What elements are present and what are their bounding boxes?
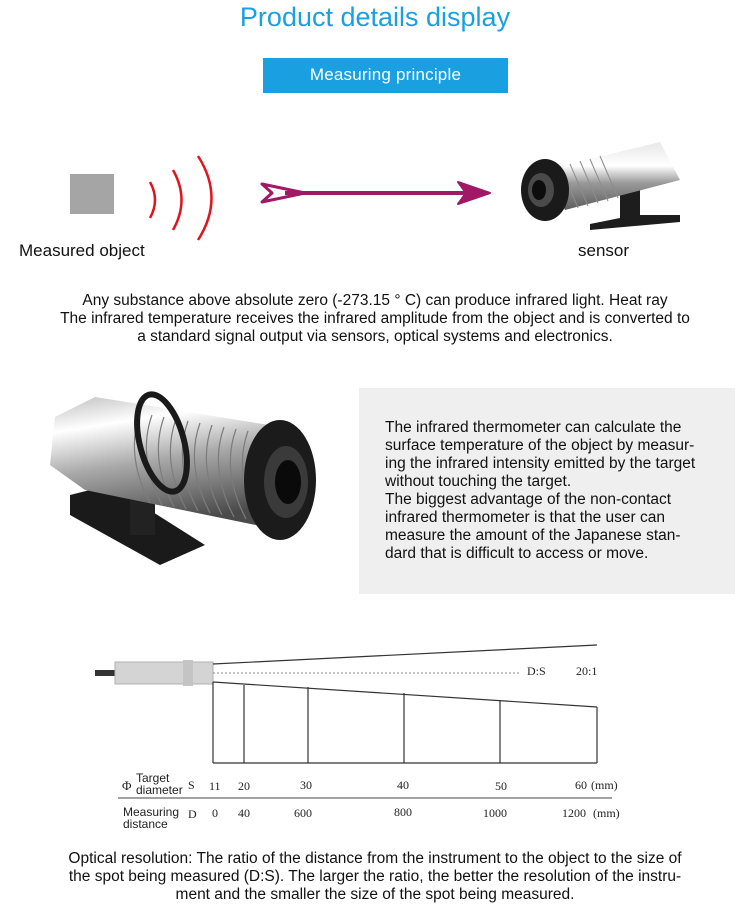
sensor-label: sensor bbox=[578, 241, 630, 260]
resolution-paragraph bbox=[0, 850, 750, 904]
sensor-product-image bbox=[30, 385, 340, 575]
page-title: Product details display bbox=[239, 2, 511, 32]
principle-line: Any substance above absolute zero (-273.15 ° C) can produce infrared light. Heat ray bbox=[82, 292, 668, 309]
info-line: surface temperature of the object by measur- bbox=[385, 437, 695, 454]
instrument-cable bbox=[95, 670, 117, 676]
section-label: Measuring principle bbox=[263, 58, 508, 93]
info-line: ing the infrared intensity emitted by the target bbox=[385, 455, 696, 472]
info-line: measure the amount of the Japanese stan- bbox=[385, 527, 681, 544]
resolution-line: Optical resolution: The ratio of the distance from the instrument to the object to the size of bbox=[68, 850, 682, 867]
ratio-label: D:S bbox=[527, 664, 546, 678]
resolution-line: ment and the smaller the size of the spot being measured. bbox=[175, 886, 575, 903]
info-line: The infrared thermometer can calculate the bbox=[385, 419, 682, 436]
target-unit: (mm) bbox=[591, 778, 618, 792]
measured-object-square bbox=[70, 174, 114, 214]
distance-value: 40 bbox=[238, 806, 250, 820]
target-value: 60 bbox=[575, 778, 587, 792]
optical-resolution-diagram bbox=[0, 630, 750, 845]
distance-value: 600 bbox=[294, 806, 312, 820]
resolution-line: the spot being measured (D:S). The larger the ratio, the better the resolution of the instru- bbox=[68, 868, 682, 885]
distance-value: 0 bbox=[212, 806, 218, 820]
target-value: 50 bbox=[495, 779, 507, 793]
measured-object-label: Measured object bbox=[19, 241, 145, 260]
target-value: 11 bbox=[209, 779, 221, 793]
transmission-arrow bbox=[262, 182, 490, 204]
target-value: 30 bbox=[300, 778, 312, 792]
beam-lower-edge bbox=[213, 682, 597, 707]
principle-line: a standard signal output via sensors, optical systems and electronics. bbox=[137, 328, 613, 345]
infrared-wave-medium bbox=[173, 170, 182, 230]
diameter-symbol: Φ bbox=[122, 778, 132, 793]
info-line: without touching the target. bbox=[385, 473, 572, 490]
distance-value: 800 bbox=[394, 805, 412, 819]
measuring-distance-label bbox=[123, 806, 179, 830]
principle-paragraph bbox=[0, 292, 750, 346]
target-letter: S bbox=[188, 778, 195, 792]
target-value: 20 bbox=[238, 779, 250, 793]
target-label-line: diameter bbox=[136, 783, 183, 797]
distance-unit: (mm) bbox=[593, 806, 620, 820]
beam-upper-edge bbox=[213, 645, 597, 664]
distance-label-line: Measuring bbox=[123, 805, 180, 819]
distance-value: 1200 bbox=[562, 806, 586, 820]
info-line: The biggest advantage of the non-contact bbox=[385, 491, 672, 508]
info-line: infrared thermometer is that the user can bbox=[385, 509, 665, 526]
target-label-line: Target bbox=[136, 771, 170, 785]
distance-value: 1000 bbox=[483, 806, 507, 820]
principle-diagram bbox=[0, 120, 750, 250]
target-diameter-label bbox=[136, 772, 183, 796]
sensor-illustration-small bbox=[521, 142, 680, 230]
instrument-body bbox=[115, 662, 213, 684]
infrared-wave-small bbox=[150, 182, 155, 218]
info-text bbox=[385, 419, 711, 563]
distance-label-line: distance bbox=[123, 817, 168, 831]
target-value: 40 bbox=[397, 778, 409, 792]
ratio-value: 20:1 bbox=[576, 664, 598, 678]
info-line: dard that is difficult to access or move. bbox=[385, 545, 649, 562]
infrared-wave-large bbox=[198, 156, 212, 240]
principle-line: The infrared temperature receives the infrared amplitude from the object and is converted to bbox=[60, 310, 690, 327]
distance-letter: D bbox=[188, 807, 197, 821]
